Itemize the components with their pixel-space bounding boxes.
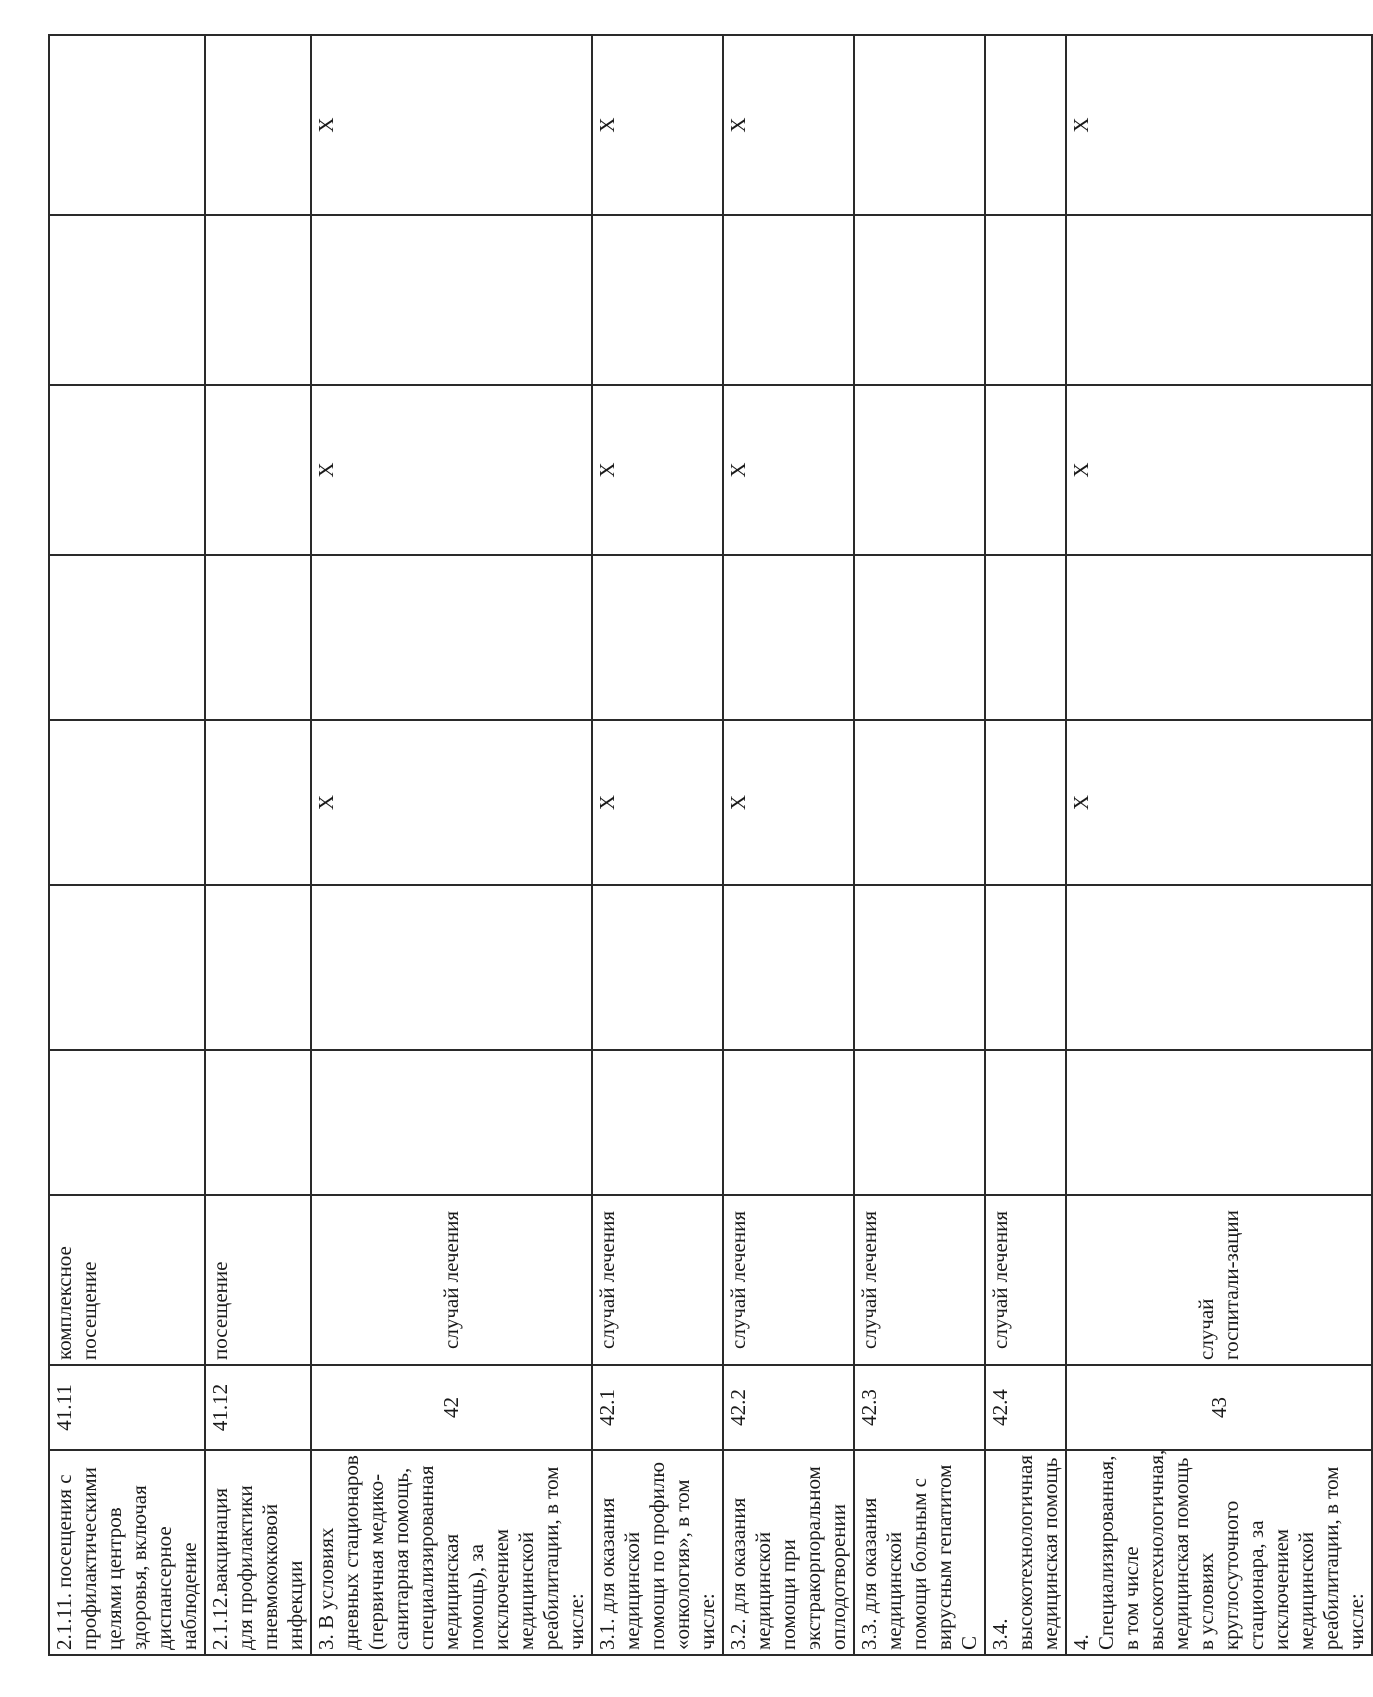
value-cell (205, 385, 311, 555)
row-unit-cell: случай лечения (723, 1195, 854, 1365)
table-row (985, 35, 1066, 1655)
value-cell (723, 885, 854, 1050)
value-cell (985, 215, 1066, 385)
value-cell: X (1066, 385, 1372, 555)
table-row (1066, 35, 1372, 1655)
value-cell (49, 1050, 205, 1195)
value-cell (205, 885, 311, 1050)
table-row (205, 35, 311, 1655)
value-cell: X (592, 385, 723, 555)
value-cell (1066, 215, 1372, 385)
row-unit-cell: случай лечения (854, 1195, 985, 1365)
value-cell (311, 215, 592, 385)
value-cell (985, 720, 1066, 885)
value-cell (49, 35, 205, 215)
row-name-cell: 3.1. для оказания медицинской помощи по профилю «онкология», в том числе: (592, 1450, 723, 1655)
row-unit-cell: случай лечения (592, 1195, 723, 1365)
rotated-table-sheet (48, 36, 1368, 1656)
value-cell (205, 1050, 311, 1195)
row-name-cell: 3.3. для оказания медицинской помощи больным с вирусным гепатитом С (854, 1450, 985, 1655)
value-cell (1066, 1050, 1372, 1195)
row-number-cell: 43 (1066, 1365, 1372, 1450)
table-row (723, 35, 854, 1655)
row-name-cell: 3.2. для оказания медицинской помощи при экстракорпоральном оплодотворении (723, 1450, 854, 1655)
value-cell (311, 1050, 592, 1195)
value-cell: X (311, 385, 592, 555)
value-cell (205, 555, 311, 720)
value-cell (311, 885, 592, 1050)
value-cell (854, 215, 985, 385)
row-unit-cell: комплексное посещение (49, 1195, 205, 1365)
row-number-cell: 41.11 (49, 1365, 205, 1450)
value-cell: X (311, 35, 592, 215)
value-cell (854, 720, 985, 885)
row-number-cell: 41.12 (205, 1365, 311, 1450)
value-cell: X (592, 35, 723, 215)
value-cell: X (723, 720, 854, 885)
row-unit-cell: посещение (205, 1195, 311, 1365)
value-cell (592, 555, 723, 720)
value-cell (854, 555, 985, 720)
row-name-cell: 3. В условиях дневных стационаров (первичная медико-санитарная помощь, специализированная медицинская помощь), за исключением медицинской реабилитации, в том числе: (311, 1450, 592, 1655)
row-number-cell: 42.4 (985, 1365, 1066, 1450)
funding-table (48, 34, 1373, 1656)
value-cell (311, 555, 592, 720)
row-number-cell: 42.3 (854, 1365, 985, 1450)
value-cell: X (311, 720, 592, 885)
row-number-cell: 42.2 (723, 1365, 854, 1450)
value-cell (985, 385, 1066, 555)
value-cell (854, 35, 985, 215)
value-cell (49, 385, 205, 555)
value-cell (1066, 555, 1372, 720)
value-cell (985, 885, 1066, 1050)
value-cell (49, 885, 205, 1050)
table-row (49, 35, 205, 1655)
value-cell (205, 720, 311, 885)
value-cell (592, 215, 723, 385)
value-cell (49, 555, 205, 720)
value-cell (205, 215, 311, 385)
value-cell (723, 555, 854, 720)
value-cell (854, 385, 985, 555)
row-unit-cell: случай госпитали-зации (1066, 1195, 1372, 1365)
value-cell (985, 35, 1066, 215)
value-cell (49, 720, 205, 885)
value-cell (985, 555, 1066, 720)
row-name-cell: 3.4. высокотехнологичная медицинская помощь (985, 1450, 1066, 1655)
value-cell (49, 215, 205, 385)
row-name-cell: 2.1.11. посещения с профилактическими целями центров здоровья, включая диспансерное наблюдение (49, 1450, 205, 1655)
value-cell (723, 215, 854, 385)
row-unit-cell: случай лечения (985, 1195, 1066, 1365)
value-cell (854, 885, 985, 1050)
row-name-cell: 2.1.12.вакцинация для профилактики пневмококковой инфекции (205, 1450, 311, 1655)
value-cell (205, 35, 311, 215)
value-cell (1066, 885, 1372, 1050)
table-row (854, 35, 985, 1655)
value-cell (985, 1050, 1066, 1195)
row-name-cell: 4. Специализированная, в том числе высокотехнологичная, медицинская помощь в условиях круглосуточного стационара, за исключением медицинской реабилитации, в том числе: (1066, 1450, 1372, 1655)
value-cell: X (723, 385, 854, 555)
table-row (592, 35, 723, 1655)
value-cell: X (592, 720, 723, 885)
value-cell (592, 885, 723, 1050)
value-cell (592, 1050, 723, 1195)
table-row (311, 35, 592, 1655)
value-cell: X (1066, 720, 1372, 885)
row-unit-cell: случай лечения (311, 1195, 592, 1365)
value-cell (854, 1050, 985, 1195)
row-number-cell: 42 (311, 1365, 592, 1450)
row-number-cell: 42.1 (592, 1365, 723, 1450)
value-cell (723, 1050, 854, 1195)
value-cell: X (723, 35, 854, 215)
value-cell: X (1066, 35, 1372, 215)
